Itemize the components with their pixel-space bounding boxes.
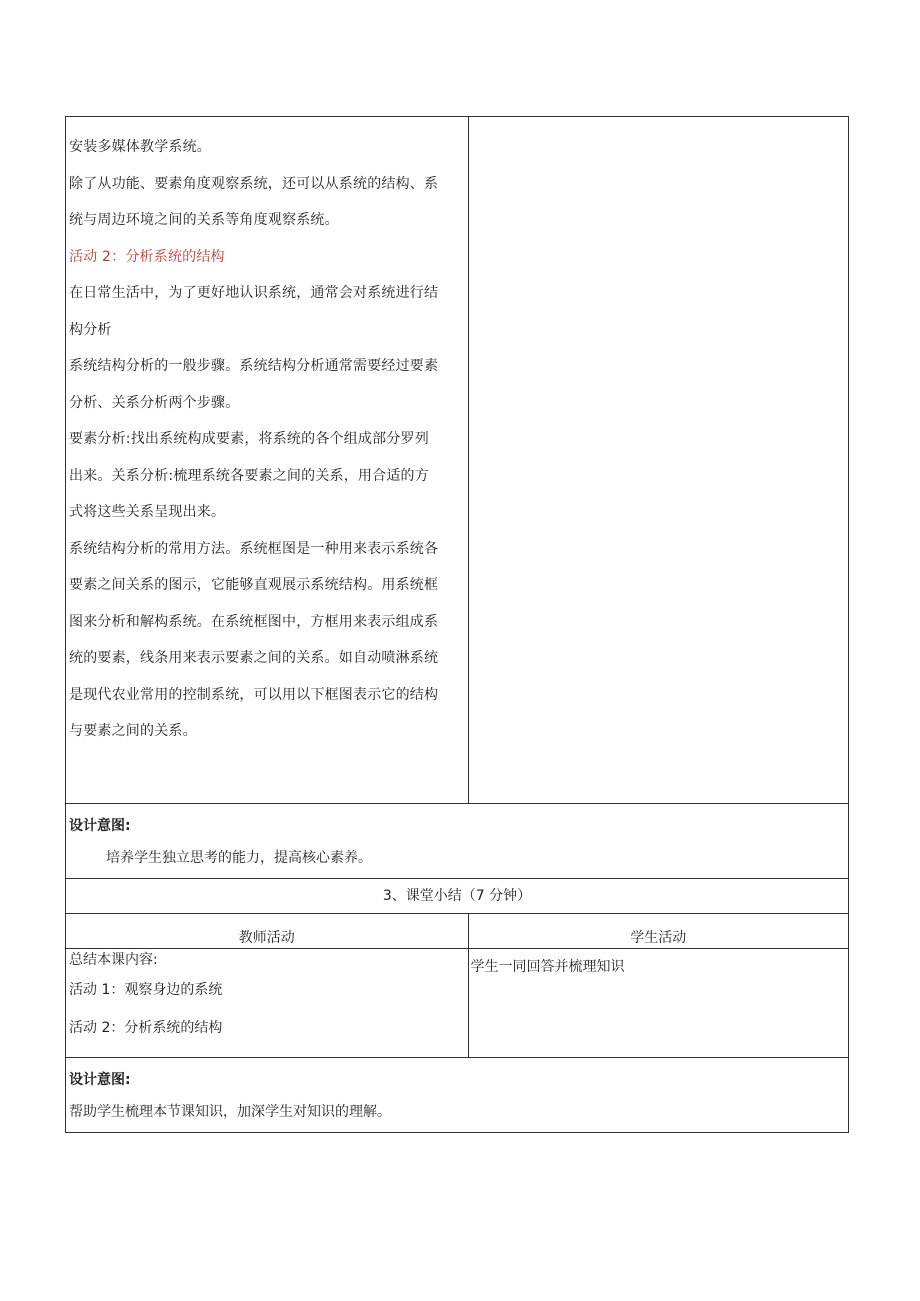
- student-summary-cell: [468, 949, 849, 1058]
- student-summary-text: 学生一同回答并梳理知识: [470, 959, 625, 975]
- student-activity-label: 学生活动: [630, 930, 687, 946]
- content-line: 要素分析:找出系统构成要素，将系统的各个组成部分罗列: [69, 431, 429, 447]
- content-line: 安装多媒体教学系统。: [69, 139, 211, 155]
- section-title-cell: [66, 879, 849, 914]
- content-line: 与要素之间的关系。: [69, 723, 197, 739]
- activity-2-heading: 活动 2：分析系统的结构: [69, 248, 225, 265]
- content-line: 构分析: [69, 321, 112, 338]
- teacher-summary: [66, 949, 468, 1047]
- content-line: 系统结构分析的一般步骤。系统结构分析通常需要经过要素: [69, 358, 439, 374]
- student-activity-empty-cell: [468, 117, 849, 804]
- summary-line: 活动 2：分析系统的结构: [69, 1020, 223, 1036]
- summary-line: 总结本课内容:: [69, 952, 158, 968]
- teacher-activity-label: 教师活动: [238, 930, 295, 946]
- content-line: 出来。关系分析:梳理系统各要素之间的关系，用合适的方: [69, 467, 429, 484]
- teacher-activity-header: [66, 914, 469, 949]
- content-line: 图来分析和解构系统。在系统框图中，方框用来表示组成系: [69, 613, 439, 630]
- content-line: 除了从功能、要素角度观察系统，还可以从系统的结构、系: [69, 175, 439, 192]
- design-intent-text: 帮助学生梳理本节课知识，加深学生对知识的理解。: [69, 1104, 391, 1120]
- content-line: 是现代农业常用的控制系统，可以用以下框图表示它的结构: [69, 686, 439, 703]
- content-line: 式将这些关系呈现出来。: [69, 504, 226, 520]
- content-line: 在日常生活中，为了更好地认识系统，通常会对系统进行结: [69, 285, 439, 301]
- design-intent-text: 培养学生独立思考的能力，提高核心素养。: [106, 850, 372, 866]
- content-line: 系统结构分析的常用方法。系统框图是一种用来表示系统各: [69, 540, 439, 557]
- section-title: 3、课堂小结（7 分钟）: [382, 888, 532, 904]
- student-activity-header: [468, 914, 849, 949]
- content-line: 分析、关系分析两个步骤。: [69, 394, 240, 411]
- teaching-content: [66, 117, 468, 750]
- content-line: 统的要素，线条用来表示要素之间的关系。如自动喷淋系统: [69, 650, 439, 666]
- summary-line: 活动 1：观察身边的系统: [69, 982, 223, 998]
- design-intent-title: 设计意图:: [69, 818, 131, 834]
- design-intent-1-cell: [66, 804, 849, 879]
- teacher-summary-cell: [66, 949, 469, 1058]
- teaching-content-cell: [66, 117, 469, 804]
- content-line: 要素之间关系的图示，它能够直观展示系统结构。用系统框: [69, 577, 439, 593]
- lesson-plan-table: [65, 116, 849, 1133]
- design-intent-title: 设计意图:: [69, 1072, 131, 1088]
- content-line: 统与周边环境之间的关系等角度观察系统。: [69, 212, 339, 228]
- design-intent-2-cell: [66, 1058, 849, 1133]
